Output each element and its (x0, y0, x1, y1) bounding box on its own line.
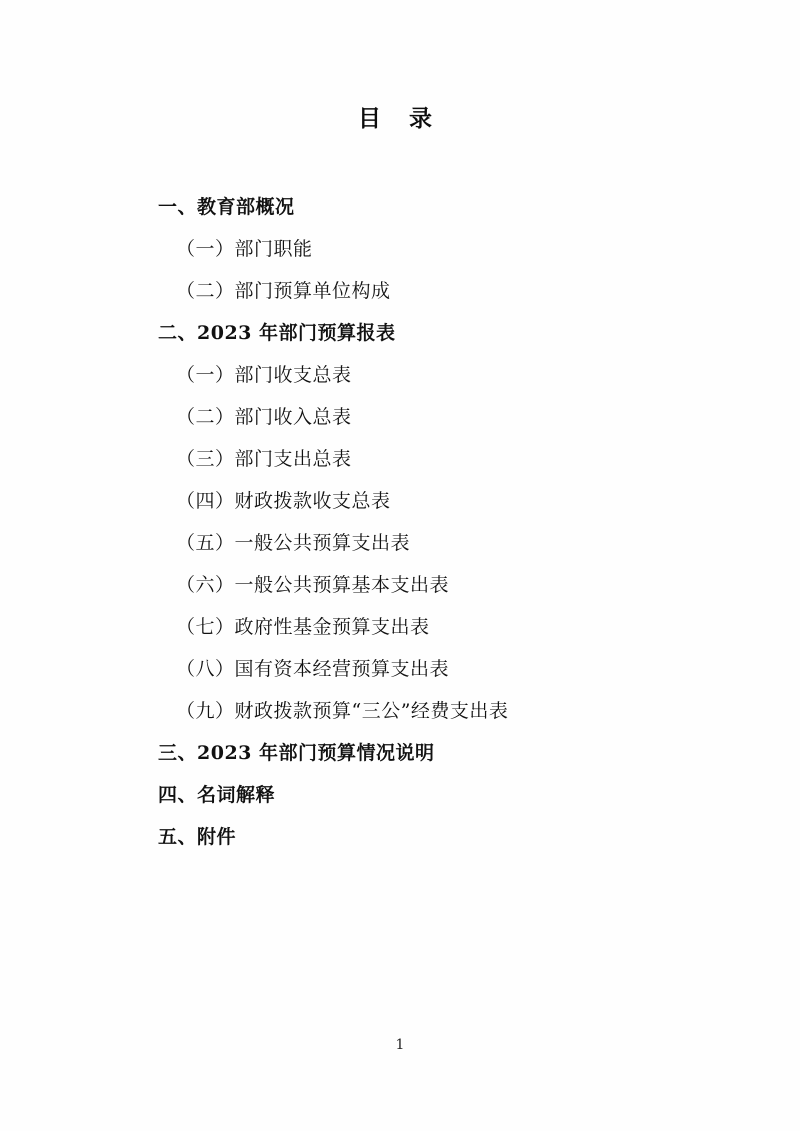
toc-entry[interactable]: （八）国有资本经营预算支出表 (176, 658, 450, 680)
toc-entry[interactable]: 三、2023 年部门预算情况说明 (158, 742, 435, 764)
toc-entry[interactable]: （六）一般公共预算基本支出表 (176, 574, 450, 596)
table-of-contents (158, 186, 740, 858)
toc-entry[interactable]: 五、附件 (158, 826, 237, 848)
toc-entry[interactable]: （一）部门职能 (176, 238, 313, 260)
toc-entry[interactable]: （九）财政拨款预算“三公”经费支出表 (176, 700, 509, 722)
page-number: 1 (395, 1037, 405, 1053)
toc-entry[interactable]: 四、名词解释 (158, 784, 276, 806)
toc-entry[interactable]: （二）部门预算单位构成 (176, 280, 391, 302)
toc-entry[interactable]: （一）部门收支总表 (176, 364, 352, 386)
toc-entry[interactable]: 二、2023 年部门预算报表 (158, 322, 396, 344)
toc-entry[interactable]: （四）财政拨款收支总表 (176, 490, 391, 512)
toc-entry[interactable]: （七）政府性基金预算支出表 (176, 616, 430, 638)
toc-entry[interactable]: （二）部门收入总表 (176, 406, 352, 428)
page-title: 目 录 (357, 105, 442, 132)
toc-entry[interactable]: （五）一般公共预算支出表 (176, 532, 411, 554)
toc-entry[interactable]: （三）部门支出总表 (176, 448, 352, 470)
toc-entry[interactable]: 一、教育部概况 (158, 196, 295, 218)
